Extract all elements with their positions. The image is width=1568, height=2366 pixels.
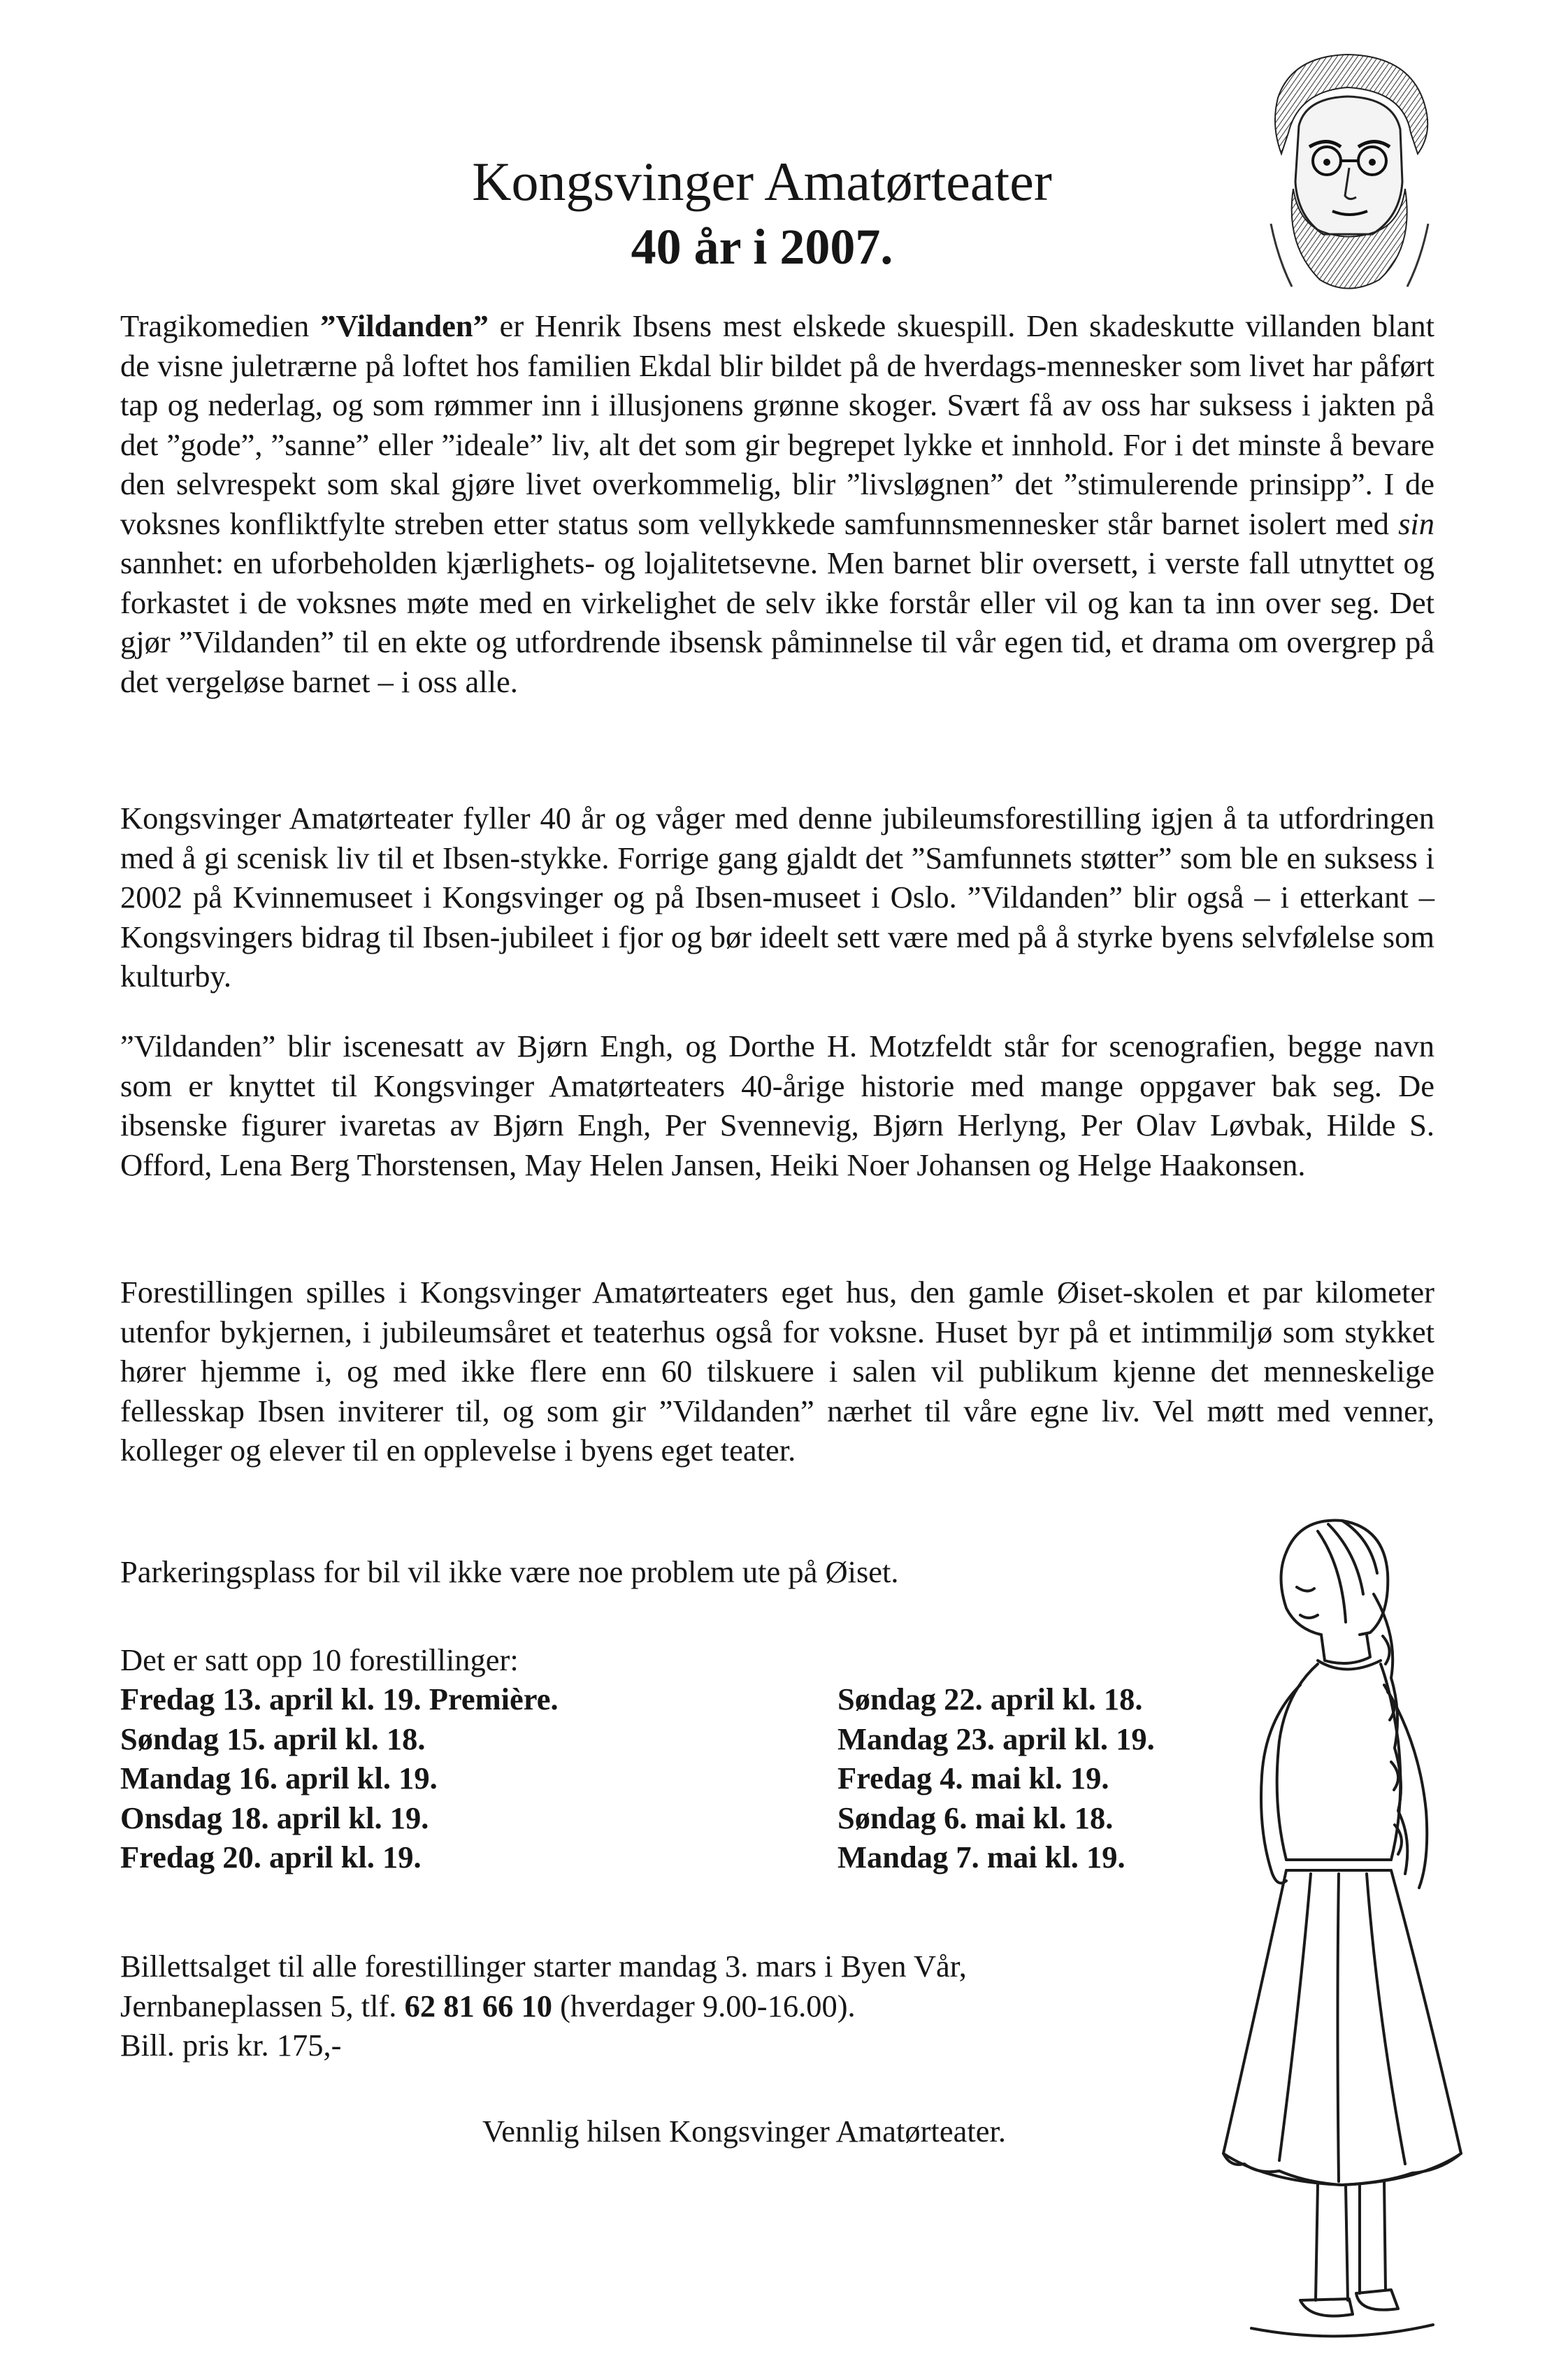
page-title: Kongsvinger Amatørteater <box>472 151 1052 212</box>
schedule-item: Onsdag 18. april kl. 19. <box>120 1800 429 1835</box>
paragraph-cast: ”Vildanden” blir iscenesatt av Bjørn Engh, og Dorthe H. Motzfeldt står for scenografien, begge navn som er knyttet til Kongsvinger Amatørteaters 40-årige historie med mange oppgaver bak seg. De ibsenske figurer ivaretas av Bjørn Engh, Per Svennevig, Bjørn Herlyng, Per Olav Løvbak, Hilde S. Offord, Lena Berg Thorstensen, May Helen Jansen, Heiki Noer Johansen og Helge Haakonsen. <box>120 1028 1434 1182</box>
girl-illustration <box>1181 1510 1503 2356</box>
paragraph-anniversary: Kongsvinger Amatørteater fyller 40 år og våger med denne jubileumsforestilling igjen å ta utfordringen med å gi scenisk liv til et Ibsen-stykke. Forrige gang gjaldt det ”Samfunnets støtter” som ble en suksess i 2002 på Kvinnemuseet i Kongsvinger og på Ibsen-museet i Oslo. ”Vildanden” blir også – i etterkant – Kongsvingers bidrag til Ibsen-jubileet i fjor og bør ideelt sett være med på å styrke byens selvfølelse som kulturby. <box>120 801 1434 994</box>
schedule-item: Søndag 15. april kl. 18. <box>120 1721 426 1756</box>
closing-signature: Vennlig hilsen Kongsvinger Amatørteater. <box>482 2114 1006 2149</box>
schedule-item: Søndag 22. april kl. 18. <box>837 1682 1143 1716</box>
paragraph-intro-text-a: Tragikomedien <box>120 308 321 343</box>
phone-number: 62 81 66 10 <box>404 1988 552 2023</box>
ticket-hours: (hverdager 9.00-16.00). <box>552 1988 856 2023</box>
schedule-item: Mandag 16. april kl. 19. <box>120 1761 438 1795</box>
paragraph-venue: Forestillingen spilles i Kongsvinger Amatørteaters eget hus, den gamle Øiset-skolen et par kilometer utenfor bykjernen, i jubileumsåret et teaterhus også for voksne. Huset byr på et intimmiljø som stykket hører hjemme i, og med ikke flere enn 60 tilskuere i salen vil publikum kjenne det menneskelige fellesskap Ibsen inviterer til, og som gir ”Vildanden” nærhet til våre egne liv. Vel møtt med venner, kolleger og elever til en opplevelse i byens eget teater. <box>120 1275 1434 1468</box>
ticket-address: Jernbaneplassen 5, tlf. <box>120 1988 405 2023</box>
paragraph-intro <box>120 306 1434 701</box>
ticket-line-1: Billettsalget til alle forestillinger starter mandag 3. mars i Byen Vår, <box>120 1949 967 1984</box>
portrait-illustration <box>1250 49 1446 301</box>
paragraph-parking: Parkeringsplass for bil vil ikke være noe problem ute på Øiset. <box>120 1554 899 1589</box>
schedule-list-right <box>837 1679 1155 1877</box>
schedule-item: Fredag 20. april kl. 19. <box>120 1840 422 1874</box>
schedule-list-left <box>120 1679 559 1877</box>
paragraph-intro-text-c: sannhet: en uforbeholden kjærlighets- og lojalitetsevne. Men barnet blir oversett, i verste fall utnyttet og forkastet i de voksnes møte med en virkelighet de selv ikke forstår eller vil og kan ta inn over seg. Det gjør ”Vildanden” til en ekte og utfordrende ibsensk påminnelse til vår egen tid, et drama om overgrep på det vergeløse barnet – i oss alle. <box>120 545 1434 699</box>
paragraph-intro-text-b: er Henrik Ibsens mest elskede skuespill. Den skadeskutte villanden blant de visne juletrærne på loftet hos familien Ekdal blir bildet på de hverdags-mennesker som livet har påført tap og nederlag, og som rømmer inn i illusjonens grønne skoger. Svært få av oss har suksess i jakten på det ”gode”, ”sanne” eller ”ideale” liv, alt det som gir begrepet lykke et innhold. For i det minste å bevare den selvrespekt som skal gjøre livet overkommelig, blir ”livsløgnen” det ”stimulerende prinsipp”. I de voksnes konfliktfylte streben etter status som vellykkede samfunnsmennesker står barnet isolert med <box>120 308 1434 541</box>
schedule-item: Mandag 23. april kl. 19. <box>837 1721 1155 1756</box>
schedule-intro: Det er satt opp 10 forestillinger: <box>120 1642 519 1677</box>
play-title: ”Vildanden” <box>320 308 489 343</box>
ticket-price: Bill. pris kr. 175,- <box>120 2028 342 2063</box>
schedule-item: Mandag 7. mai kl. 19. <box>837 1840 1125 1874</box>
schedule-item: Fredag 13. april kl. 19. Première. <box>120 1682 559 1716</box>
schedule-item: Fredag 4. mai kl. 19. <box>837 1761 1109 1795</box>
emphasis-word: sin <box>1398 506 1434 541</box>
ticket-info <box>120 1946 967 2065</box>
page-subtitle: 40 år i 2007. <box>631 219 893 275</box>
schedule-item: Søndag 6. mai kl. 18. <box>837 1800 1114 1835</box>
ticket-line-2 <box>120 1986 967 2026</box>
